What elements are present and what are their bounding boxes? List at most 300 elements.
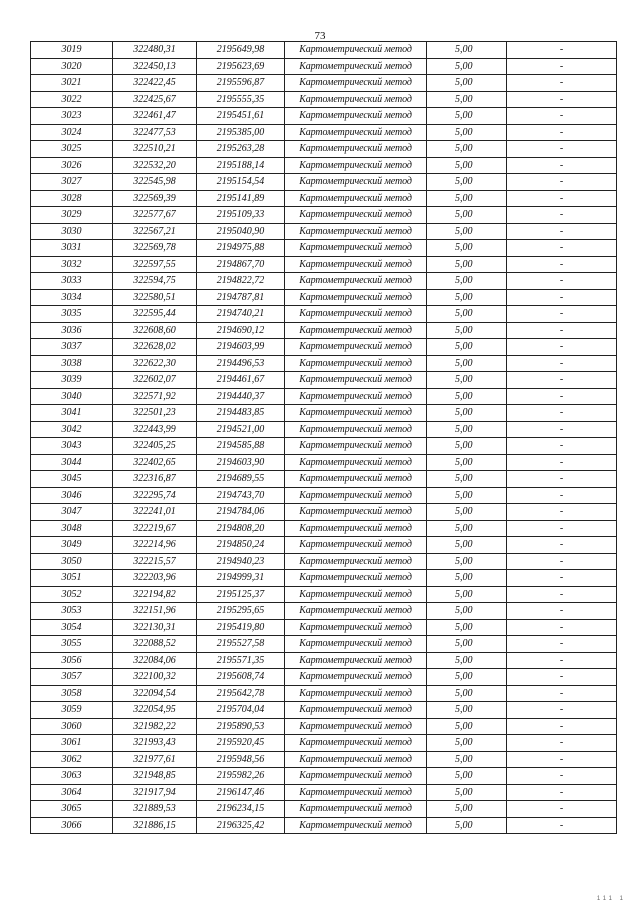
note-cell: - [507, 702, 617, 719]
y-coordinate-cell: 2194483,85 [197, 405, 285, 422]
accuracy-cell: 5,00 [427, 669, 507, 686]
method-cell: Картометрический метод [285, 636, 427, 653]
note-cell: - [507, 388, 617, 405]
method-cell: Картометрический метод [285, 256, 427, 273]
accuracy-cell: 5,00 [427, 355, 507, 372]
note-cell: - [507, 751, 617, 768]
x-coordinate-cell: 322567,21 [113, 223, 197, 240]
point-number-cell: 3036 [31, 322, 113, 339]
note-cell: - [507, 75, 617, 92]
point-number-cell: 3027 [31, 174, 113, 191]
point-number-cell: 3020 [31, 58, 113, 75]
note-cell: - [507, 438, 617, 455]
y-coordinate-cell: 2194822,72 [197, 273, 285, 290]
accuracy-cell: 5,00 [427, 652, 507, 669]
method-cell: Картометрический метод [285, 405, 427, 422]
note-cell: - [507, 520, 617, 537]
y-coordinate-cell: 2194585,88 [197, 438, 285, 455]
method-cell: Картометрический метод [285, 322, 427, 339]
note-cell: - [507, 487, 617, 504]
table-row [31, 75, 617, 92]
note-cell: - [507, 586, 617, 603]
y-coordinate-cell: 2194603,90 [197, 454, 285, 471]
table-row [31, 735, 617, 752]
note-cell: - [507, 42, 617, 59]
note-cell: - [507, 421, 617, 438]
note-cell: - [507, 685, 617, 702]
x-coordinate-cell: 322316,87 [113, 471, 197, 488]
accuracy-cell: 5,00 [427, 174, 507, 191]
method-cell: Картометрический метод [285, 768, 427, 785]
accuracy-cell: 5,00 [427, 256, 507, 273]
accuracy-cell: 5,00 [427, 75, 507, 92]
table-row [31, 372, 617, 389]
table-row [31, 190, 617, 207]
table-row [31, 652, 617, 669]
point-number-cell: 3024 [31, 124, 113, 141]
y-coordinate-cell: 2195608,74 [197, 669, 285, 686]
method-cell: Картометрический метод [285, 339, 427, 356]
x-coordinate-cell: 322569,78 [113, 240, 197, 257]
point-number-cell: 3041 [31, 405, 113, 422]
table-row [31, 454, 617, 471]
y-coordinate-cell: 2196234,15 [197, 801, 285, 818]
method-cell: Картометрический метод [285, 520, 427, 537]
x-coordinate-cell: 322602,07 [113, 372, 197, 389]
y-coordinate-cell: 2195141,89 [197, 190, 285, 207]
method-cell: Картометрический метод [285, 652, 427, 669]
table-row [31, 718, 617, 735]
note-cell: - [507, 124, 617, 141]
note-cell: - [507, 91, 617, 108]
method-cell: Картометрический метод [285, 603, 427, 620]
y-coordinate-cell: 2194743,70 [197, 487, 285, 504]
note-cell: - [507, 190, 617, 207]
method-cell: Картометрический метод [285, 504, 427, 521]
table-row [31, 42, 617, 59]
y-coordinate-cell: 2195920,45 [197, 735, 285, 752]
note-cell: - [507, 471, 617, 488]
table-row [31, 537, 617, 554]
point-number-cell: 3048 [31, 520, 113, 537]
method-cell: Картометрический метод [285, 801, 427, 818]
point-number-cell: 3049 [31, 537, 113, 554]
x-coordinate-cell: 322595,44 [113, 306, 197, 323]
point-number-cell: 3033 [31, 273, 113, 290]
y-coordinate-cell: 2194999,31 [197, 570, 285, 587]
x-coordinate-cell: 322532,20 [113, 157, 197, 174]
method-cell: Картометрический метод [285, 685, 427, 702]
note-cell: - [507, 355, 617, 372]
accuracy-cell: 5,00 [427, 520, 507, 537]
x-coordinate-cell: 322571,92 [113, 388, 197, 405]
x-coordinate-cell: 322577,67 [113, 207, 197, 224]
accuracy-cell: 5,00 [427, 405, 507, 422]
note-cell: - [507, 306, 617, 323]
method-cell: Картометрический метод [285, 306, 427, 323]
table-row [31, 768, 617, 785]
note-cell: - [507, 372, 617, 389]
method-cell: Картометрический метод [285, 487, 427, 504]
table-row [31, 603, 617, 620]
point-number-cell: 3025 [31, 141, 113, 158]
method-cell: Картометрический метод [285, 388, 427, 405]
point-number-cell: 3052 [31, 586, 113, 603]
note-cell: - [507, 339, 617, 356]
x-coordinate-cell: 322628,02 [113, 339, 197, 356]
method-cell: Картометрический метод [285, 141, 427, 158]
x-coordinate-cell: 322402,65 [113, 454, 197, 471]
note-cell: - [507, 652, 617, 669]
x-coordinate-cell: 321993,43 [113, 735, 197, 752]
y-coordinate-cell: 2195571,35 [197, 652, 285, 669]
y-coordinate-cell: 2194975,88 [197, 240, 285, 257]
table-row [31, 58, 617, 75]
x-coordinate-cell: 322597,55 [113, 256, 197, 273]
point-number-cell: 3022 [31, 91, 113, 108]
y-coordinate-cell: 2195596,87 [197, 75, 285, 92]
x-coordinate-cell: 322219,67 [113, 520, 197, 537]
point-number-cell: 3065 [31, 801, 113, 818]
y-coordinate-cell: 2195649,98 [197, 42, 285, 59]
x-coordinate-cell: 322608,60 [113, 322, 197, 339]
y-coordinate-cell: 2196325,42 [197, 817, 285, 834]
method-cell: Картометрический метод [285, 58, 427, 75]
method-cell: Картометрический метод [285, 438, 427, 455]
x-coordinate-cell: 322443,99 [113, 421, 197, 438]
y-coordinate-cell: 2194690,12 [197, 322, 285, 339]
point-number-cell: 3054 [31, 619, 113, 636]
note-cell: - [507, 207, 617, 224]
accuracy-cell: 5,00 [427, 190, 507, 207]
y-coordinate-cell: 2194940,23 [197, 553, 285, 570]
point-number-cell: 3059 [31, 702, 113, 719]
point-number-cell: 3028 [31, 190, 113, 207]
y-coordinate-cell: 2195040,90 [197, 223, 285, 240]
note-cell: - [507, 504, 617, 521]
y-coordinate-cell: 2194689,55 [197, 471, 285, 488]
accuracy-cell: 5,00 [427, 42, 507, 59]
note-cell: - [507, 240, 617, 257]
x-coordinate-cell: 322295,74 [113, 487, 197, 504]
y-coordinate-cell: 2194603,99 [197, 339, 285, 356]
note-cell: - [507, 718, 617, 735]
point-number-cell: 3053 [31, 603, 113, 620]
table-row [31, 223, 617, 240]
table-row [31, 751, 617, 768]
note-cell: - [507, 58, 617, 75]
y-coordinate-cell: 2195642,78 [197, 685, 285, 702]
point-number-cell: 3056 [31, 652, 113, 669]
x-coordinate-cell: 322241,01 [113, 504, 197, 521]
accuracy-cell: 5,00 [427, 768, 507, 785]
y-coordinate-cell: 2195948,56 [197, 751, 285, 768]
y-coordinate-cell: 2195263,28 [197, 141, 285, 158]
point-number-cell: 3043 [31, 438, 113, 455]
point-number-cell: 3047 [31, 504, 113, 521]
method-cell: Картометрический метод [285, 372, 427, 389]
note-cell: - [507, 553, 617, 570]
method-cell: Картометрический метод [285, 570, 427, 587]
y-coordinate-cell: 2194787,81 [197, 289, 285, 306]
method-cell: Картометрический метод [285, 355, 427, 372]
accuracy-cell: 5,00 [427, 619, 507, 636]
method-cell: Картометрический метод [285, 669, 427, 686]
accuracy-cell: 5,00 [427, 421, 507, 438]
accuracy-cell: 5,00 [427, 454, 507, 471]
y-coordinate-cell: 2194867,70 [197, 256, 285, 273]
table-row [31, 322, 617, 339]
accuracy-cell: 5,00 [427, 438, 507, 455]
table-row [31, 702, 617, 719]
note-cell: - [507, 405, 617, 422]
table-row [31, 91, 617, 108]
table-row [31, 471, 617, 488]
note-cell: - [507, 289, 617, 306]
y-coordinate-cell: 2195385,00 [197, 124, 285, 141]
table-row [31, 570, 617, 587]
y-coordinate-cell: 2195109,33 [197, 207, 285, 224]
x-coordinate-cell: 322054,95 [113, 702, 197, 719]
accuracy-cell: 5,00 [427, 339, 507, 356]
method-cell: Картометрический метод [285, 157, 427, 174]
coordinates-table-body [31, 42, 617, 834]
table-row [31, 405, 617, 422]
note-cell: - [507, 537, 617, 554]
method-cell: Картометрический метод [285, 223, 427, 240]
method-cell: Картометрический метод [285, 735, 427, 752]
accuracy-cell: 5,00 [427, 553, 507, 570]
accuracy-cell: 5,00 [427, 306, 507, 323]
y-coordinate-cell: 2195295,65 [197, 603, 285, 620]
x-coordinate-cell: 322100,32 [113, 669, 197, 686]
accuracy-cell: 5,00 [427, 58, 507, 75]
method-cell: Картометрический метод [285, 702, 427, 719]
accuracy-cell: 5,00 [427, 586, 507, 603]
point-number-cell: 3055 [31, 636, 113, 653]
y-coordinate-cell: 2195125,37 [197, 586, 285, 603]
method-cell: Картометрический метод [285, 190, 427, 207]
note-cell: - [507, 636, 617, 653]
note-cell: - [507, 157, 617, 174]
accuracy-cell: 5,00 [427, 636, 507, 653]
point-number-cell: 3064 [31, 784, 113, 801]
x-coordinate-cell: 321917,94 [113, 784, 197, 801]
y-coordinate-cell: 2194461,67 [197, 372, 285, 389]
accuracy-cell: 5,00 [427, 702, 507, 719]
point-number-cell: 3061 [31, 735, 113, 752]
note-cell: - [507, 141, 617, 158]
accuracy-cell: 5,00 [427, 537, 507, 554]
accuracy-cell: 5,00 [427, 124, 507, 141]
point-number-cell: 3040 [31, 388, 113, 405]
x-coordinate-cell: 322214,96 [113, 537, 197, 554]
method-cell: Картометрический метод [285, 421, 427, 438]
x-coordinate-cell: 322594,75 [113, 273, 197, 290]
accuracy-cell: 5,00 [427, 718, 507, 735]
table-row [31, 339, 617, 356]
note-cell: - [507, 603, 617, 620]
note-cell: - [507, 784, 617, 801]
y-coordinate-cell: 2195451,61 [197, 108, 285, 125]
point-number-cell: 3021 [31, 75, 113, 92]
accuracy-cell: 5,00 [427, 108, 507, 125]
y-coordinate-cell: 2196147,46 [197, 784, 285, 801]
y-coordinate-cell: 2194521,00 [197, 421, 285, 438]
x-coordinate-cell: 322510,21 [113, 141, 197, 158]
accuracy-cell: 5,00 [427, 735, 507, 752]
method-cell: Картометрический метод [285, 91, 427, 108]
note-cell: - [507, 256, 617, 273]
table-row [31, 108, 617, 125]
note-cell: - [507, 801, 617, 818]
note-cell: - [507, 768, 617, 785]
table-row [31, 817, 617, 834]
accuracy-cell: 5,00 [427, 487, 507, 504]
note-cell: - [507, 454, 617, 471]
note-cell: - [507, 322, 617, 339]
table-row [31, 355, 617, 372]
method-cell: Картометрический метод [285, 174, 427, 191]
method-cell: Картометрический метод [285, 751, 427, 768]
accuracy-cell: 5,00 [427, 207, 507, 224]
x-coordinate-cell: 322151,96 [113, 603, 197, 620]
method-cell: Картометрический метод [285, 817, 427, 834]
table-row [31, 240, 617, 257]
accuracy-cell: 5,00 [427, 223, 507, 240]
x-coordinate-cell: 322501,23 [113, 405, 197, 422]
y-coordinate-cell: 2194850,24 [197, 537, 285, 554]
method-cell: Картометрический метод [285, 718, 427, 735]
accuracy-cell: 5,00 [427, 751, 507, 768]
x-coordinate-cell: 322450,13 [113, 58, 197, 75]
accuracy-cell: 5,00 [427, 289, 507, 306]
point-number-cell: 3050 [31, 553, 113, 570]
table-row [31, 289, 617, 306]
note-cell: - [507, 273, 617, 290]
table-row [31, 124, 617, 141]
x-coordinate-cell: 322203,96 [113, 570, 197, 587]
method-cell: Картометрический метод [285, 586, 427, 603]
table-row [31, 504, 617, 521]
method-cell: Картометрический метод [285, 553, 427, 570]
point-number-cell: 3062 [31, 751, 113, 768]
y-coordinate-cell: 2195704,04 [197, 702, 285, 719]
method-cell: Картометрический метод [285, 240, 427, 257]
note-cell: - [507, 735, 617, 752]
method-cell: Картометрический метод [285, 273, 427, 290]
accuracy-cell: 5,00 [427, 240, 507, 257]
method-cell: Картометрический метод [285, 124, 427, 141]
table-row [31, 174, 617, 191]
y-coordinate-cell: 2194496,53 [197, 355, 285, 372]
note-cell: - [507, 108, 617, 125]
point-number-cell: 3023 [31, 108, 113, 125]
point-number-cell: 3046 [31, 487, 113, 504]
x-coordinate-cell: 322480,31 [113, 42, 197, 59]
point-number-cell: 3051 [31, 570, 113, 587]
y-coordinate-cell: 2195419,80 [197, 619, 285, 636]
point-number-cell: 3029 [31, 207, 113, 224]
table-row [31, 141, 617, 158]
accuracy-cell: 5,00 [427, 801, 507, 818]
page-number: 73 [314, 30, 326, 42]
table-row [31, 273, 617, 290]
table-row [31, 388, 617, 405]
y-coordinate-cell: 2194740,21 [197, 306, 285, 323]
accuracy-cell: 5,00 [427, 603, 507, 620]
point-number-cell: 3038 [31, 355, 113, 372]
x-coordinate-cell: 321977,61 [113, 751, 197, 768]
accuracy-cell: 5,00 [427, 784, 507, 801]
point-number-cell: 3037 [31, 339, 113, 356]
table-row [31, 487, 617, 504]
point-number-cell: 3057 [31, 669, 113, 686]
x-coordinate-cell: 322545,98 [113, 174, 197, 191]
x-coordinate-cell: 322215,57 [113, 553, 197, 570]
note-cell: - [507, 570, 617, 587]
point-number-cell: 3058 [31, 685, 113, 702]
table-row [31, 784, 617, 801]
point-number-cell: 3034 [31, 289, 113, 306]
point-number-cell: 3060 [31, 718, 113, 735]
y-coordinate-cell: 2194808,20 [197, 520, 285, 537]
table-row [31, 207, 617, 224]
point-number-cell: 3019 [31, 42, 113, 59]
x-coordinate-cell: 321889,53 [113, 801, 197, 818]
method-cell: Картометрический метод [285, 289, 427, 306]
point-number-cell: 3031 [31, 240, 113, 257]
accuracy-cell: 5,00 [427, 157, 507, 174]
point-number-cell: 3042 [31, 421, 113, 438]
note-cell: - [507, 619, 617, 636]
point-number-cell: 3066 [31, 817, 113, 834]
note-cell: - [507, 174, 617, 191]
x-coordinate-cell: 322569,39 [113, 190, 197, 207]
accuracy-cell: 5,00 [427, 471, 507, 488]
x-coordinate-cell: 322477,53 [113, 124, 197, 141]
accuracy-cell: 5,00 [427, 372, 507, 389]
point-number-cell: 3063 [31, 768, 113, 785]
method-cell: Картометрический метод [285, 75, 427, 92]
table-row [31, 256, 617, 273]
table-row [31, 438, 617, 455]
table-row [31, 586, 617, 603]
accuracy-cell: 5,00 [427, 273, 507, 290]
table-row [31, 157, 617, 174]
y-coordinate-cell: 2195890,53 [197, 718, 285, 735]
table-row [31, 619, 617, 636]
y-coordinate-cell: 2195555,35 [197, 91, 285, 108]
note-cell: - [507, 223, 617, 240]
point-number-cell: 3035 [31, 306, 113, 323]
y-coordinate-cell: 2195982,26 [197, 768, 285, 785]
x-coordinate-cell: 322405,25 [113, 438, 197, 455]
accuracy-cell: 5,00 [427, 388, 507, 405]
accuracy-cell: 5,00 [427, 504, 507, 521]
accuracy-cell: 5,00 [427, 141, 507, 158]
y-coordinate-cell: 2195527,58 [197, 636, 285, 653]
point-number-cell: 3045 [31, 471, 113, 488]
method-cell: Картометрический метод [285, 784, 427, 801]
x-coordinate-cell: 322194,82 [113, 586, 197, 603]
point-number-cell: 3030 [31, 223, 113, 240]
x-coordinate-cell: 322425,67 [113, 91, 197, 108]
table-row [31, 421, 617, 438]
y-coordinate-cell: 2195154,54 [197, 174, 285, 191]
table-row [31, 553, 617, 570]
accuracy-cell: 5,00 [427, 91, 507, 108]
